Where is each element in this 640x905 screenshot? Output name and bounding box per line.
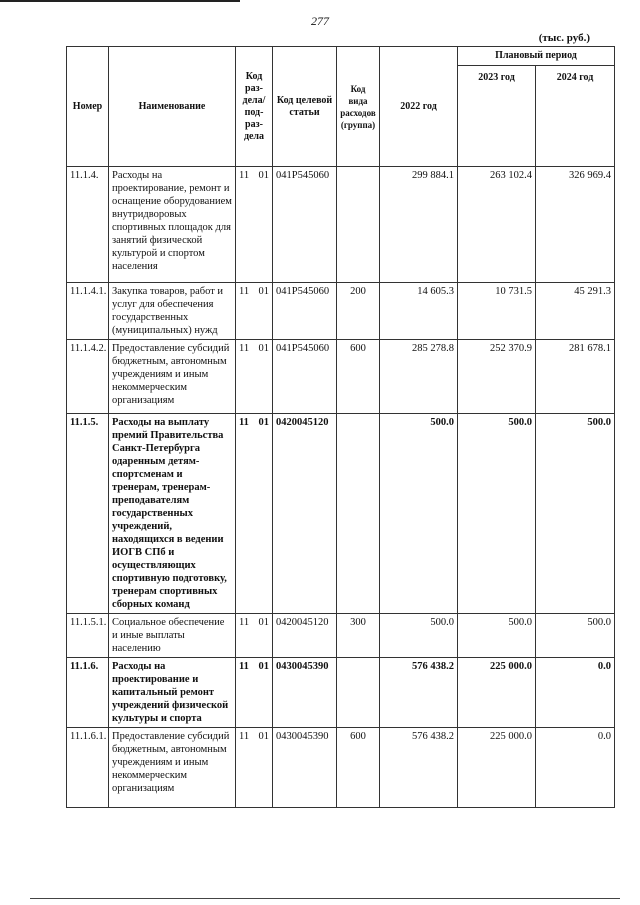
- row-2023: 252 370.9: [458, 340, 536, 414]
- table-row: [67, 283, 615, 340]
- row-name: Расходы на выплату премий Правительства Санкт-Петербурга одаренным детям-спортсменам и тренерам, тренерам-преподавателям государственных учреждений, находящихся в ведении ИОГВ СПб и осуществляющих спортивную подготовку, тренерам спортивных сборных команд: [109, 414, 236, 614]
- row-2022: 299 884.1: [380, 167, 458, 283]
- row-2022: 285 278.8: [380, 340, 458, 414]
- row-number: 11.1.4.: [67, 167, 109, 283]
- row-section-code: 11: [239, 417, 249, 428]
- row-section: [236, 728, 273, 808]
- header-2023: 2023 год: [458, 66, 536, 167]
- row-section-code: 11: [239, 731, 250, 742]
- row-target-code: 0420045120: [273, 614, 337, 658]
- row-name: Предоставление субсидий бюджетным, автономным учреждениям и иным некоммерческим организациям: [109, 728, 236, 808]
- row-2024: 0.0: [536, 728, 615, 808]
- row-expense-code: 300: [337, 614, 380, 658]
- header-name: Наименование: [109, 47, 236, 167]
- row-subsection-code: 01: [258, 617, 269, 628]
- table-row: [67, 728, 615, 808]
- row-expense-code: 200: [337, 283, 380, 340]
- row-expense-code: [337, 414, 380, 614]
- row-2024: 500.0: [536, 414, 615, 614]
- header-number: Номер: [67, 47, 109, 167]
- table-row: [67, 340, 615, 414]
- row-target-code: 041P545060: [273, 340, 337, 414]
- row-name: Расходы на проектирование, ремонт и оснащение оборудованием внутридворовых спортивных площадок для занятий физической культурой и спортом населения: [109, 167, 236, 283]
- budget-table: [66, 46, 615, 808]
- row-2024: 0.0: [536, 658, 615, 728]
- row-subsection-code: 01: [258, 731, 269, 742]
- row-name: Закупка товаров, работ и услуг для обеспечения государственных (муниципальных) нужд: [109, 283, 236, 340]
- row-2023: 225 000.0: [458, 728, 536, 808]
- row-target-code: 041P545060: [273, 167, 337, 283]
- row-section-code: 11: [239, 617, 250, 628]
- row-target-code: 0430045390: [273, 658, 337, 728]
- row-section: [236, 283, 273, 340]
- header-section: Код раз- дела/ под- раз- дела: [236, 47, 273, 167]
- row-section: [236, 614, 273, 658]
- row-2024: 500.0: [536, 614, 615, 658]
- row-expense-code: [337, 167, 380, 283]
- header-planned: Плановый период: [458, 47, 615, 66]
- row-number: 11.1.4.2.: [67, 340, 109, 414]
- row-section-code: 11: [239, 286, 250, 297]
- row-subsection-code: 01: [258, 170, 269, 181]
- row-section-code: 11: [239, 170, 250, 181]
- top-rule: [0, 0, 240, 2]
- row-subsection-code: 01: [258, 343, 269, 354]
- header-2022: 2022 год: [380, 47, 458, 167]
- row-expense-code: 600: [337, 340, 380, 414]
- table-row: [67, 167, 615, 283]
- row-2022: 500.0: [380, 614, 458, 658]
- row-target-code: 0430045390: [273, 728, 337, 808]
- row-target-code: 041P545060: [273, 283, 337, 340]
- row-2022: 576 438.2: [380, 658, 458, 728]
- header-expense: Код вида расходов (группа): [337, 47, 380, 167]
- units-label: (тыс. руб.): [538, 32, 590, 44]
- table-row: [67, 614, 615, 658]
- row-2023: 500.0: [458, 614, 536, 658]
- row-number: 11.1.6.: [67, 658, 109, 728]
- row-2023: 263 102.4: [458, 167, 536, 283]
- row-expense-code: [337, 658, 380, 728]
- row-subsection-code: 01: [258, 417, 269, 428]
- row-expense-code: 600: [337, 728, 380, 808]
- row-target-code: 0420045120: [273, 414, 337, 614]
- row-section-code: 11: [239, 343, 250, 354]
- row-number: 11.1.5.1.: [67, 614, 109, 658]
- row-number: 11.1.6.1.: [67, 728, 109, 808]
- row-2024: 45 291.3: [536, 283, 615, 340]
- table-row: [67, 414, 615, 614]
- row-section: [236, 414, 273, 614]
- row-2022: 500.0: [380, 414, 458, 614]
- row-subsection-code: 01: [258, 286, 269, 297]
- row-2023: 225 000.0: [458, 658, 536, 728]
- header-target: Код целевой статьи: [273, 47, 337, 167]
- row-number: 11.1.5.: [67, 414, 109, 614]
- row-name: Предоставление субсидий бюджетным, автономным учреждениям и иным некоммерческим организациям: [109, 340, 236, 414]
- row-2022: 14 605.3: [380, 283, 458, 340]
- row-2023: 10 731.5: [458, 283, 536, 340]
- row-subsection-code: 01: [258, 661, 269, 672]
- row-2022: 576 438.2: [380, 728, 458, 808]
- page-number: 277: [311, 14, 329, 28]
- row-name: Расходы на проектирование и капитальный ремонт учреждений физической культуры и спорта: [109, 658, 236, 728]
- table-row: [67, 658, 615, 728]
- row-2024: 326 969.4: [536, 167, 615, 283]
- bottom-rule: [30, 898, 620, 899]
- row-2023: 500.0: [458, 414, 536, 614]
- row-section-code: 11: [239, 661, 249, 672]
- row-section: [236, 340, 273, 414]
- row-section: [236, 658, 273, 728]
- header-2024: 2024 год: [536, 66, 615, 167]
- row-section: [236, 167, 273, 283]
- row-number: 11.1.4.1.: [67, 283, 109, 340]
- row-name: Социальное обеспечение и иные выплаты населению: [109, 614, 236, 658]
- row-2024: 281 678.1: [536, 340, 615, 414]
- header-row: [67, 47, 615, 66]
